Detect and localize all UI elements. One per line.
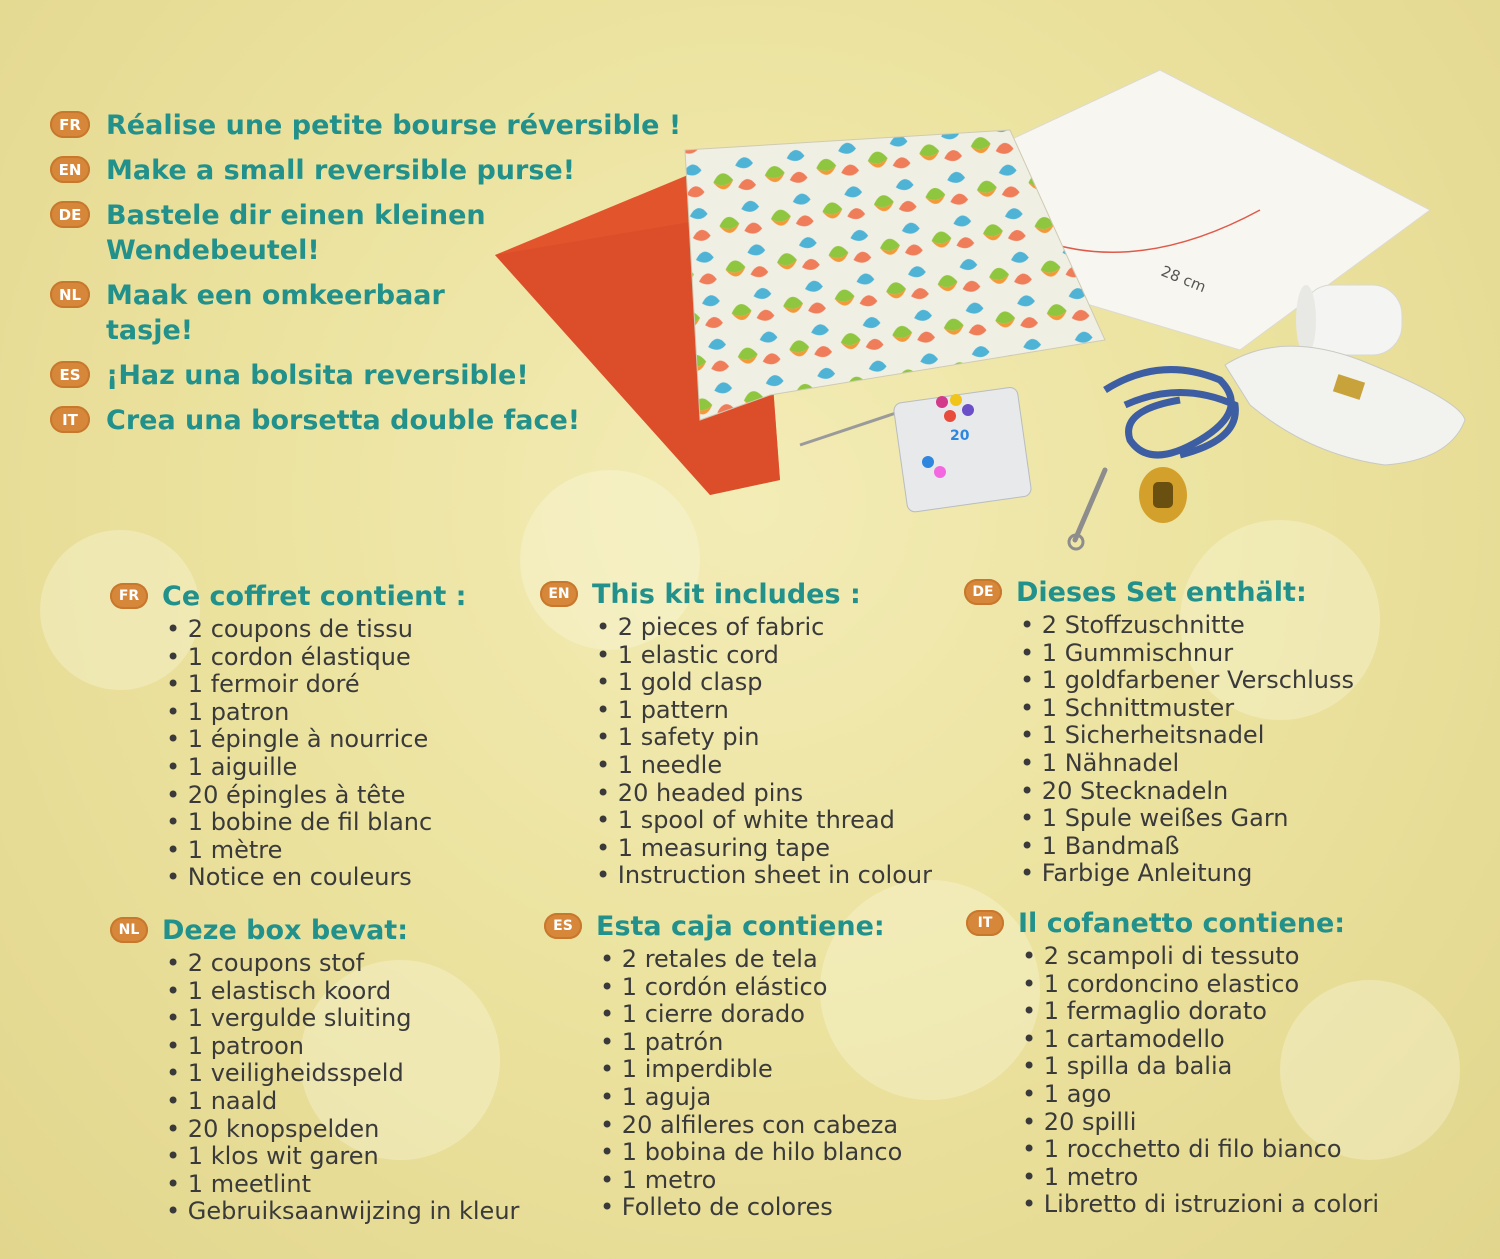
list-item: • 1 rocchetto di filo bianco (1022, 1136, 1379, 1164)
list-item: • 1 vergulde sluiting (166, 1005, 519, 1033)
thread-spool (1296, 285, 1402, 355)
list-item: • 20 épingles à tête (166, 782, 466, 810)
lang-badge: FR (50, 111, 90, 138)
list-item: • 2 Stoffzuschnitte (1020, 612, 1354, 640)
list-item: • 1 metro (600, 1167, 902, 1195)
list-item: • Gebruiksaanwijzing in kleur (166, 1198, 519, 1226)
list-de (964, 572, 1354, 888)
item-list (964, 612, 1354, 888)
list-item: • Notice en couleurs (166, 864, 466, 892)
list-heading: Deze box bevat: (162, 914, 409, 946)
list-item: • 20 spilli (1022, 1109, 1379, 1137)
list-item: • 1 épingle à nourrice (166, 726, 466, 754)
list-item: • 1 pattern (596, 697, 932, 725)
item-list (110, 950, 519, 1226)
list-item: • 1 measuring tape (596, 835, 932, 863)
list-item: • 1 patrón (600, 1029, 902, 1057)
list-item: • 1 imperdible (600, 1056, 902, 1084)
list-item: • 1 cordon élastique (166, 644, 466, 672)
list-item: • Instruction sheet in colour (596, 862, 932, 890)
list-item: • 1 spool of white thread (596, 807, 932, 835)
title-text: Maak een omkeerbaar tasje! (106, 280, 445, 346)
list-heading: Il cofanetto contiene: (1018, 907, 1346, 939)
lang-badge: ES (50, 361, 90, 388)
title-text: Crea una borsetta double face! (106, 405, 581, 436)
list-item: • 1 safety pin (596, 724, 932, 752)
title-text: Réalise une petite bourse réversible ! (106, 110, 682, 141)
list-item: • 20 alfileres con cabeza (600, 1112, 902, 1140)
list-item: • 1 cierre dorado (600, 1001, 902, 1029)
list-item: • 2 retales de tela (600, 946, 902, 974)
item-list (110, 616, 466, 892)
list-item: • Folleto de colores (600, 1194, 902, 1222)
safety-pin (1075, 470, 1105, 540)
list-item: • 1 Gummischnur (1020, 640, 1354, 668)
lang-badge: ES (544, 913, 582, 939)
list-fr (110, 576, 466, 892)
list-item: • 2 pieces of fabric (596, 614, 932, 642)
list-item: • 1 fermoir doré (166, 671, 466, 699)
title-text: Make a small reversible purse! (106, 155, 576, 186)
item-list (544, 946, 902, 1222)
list-heading: Dieses Set enthält: (1016, 576, 1307, 608)
list-item: • 1 aiguille (166, 754, 466, 782)
list-item: • 1 veiligheidsspeld (166, 1060, 519, 1088)
lang-badge: IT (50, 406, 90, 433)
list-heading: Esta caja contiene: (596, 910, 885, 942)
lang-badge: NL (50, 281, 90, 308)
list-item: • 1 elastisch koord (166, 978, 519, 1006)
list-item: • 1 needle (596, 752, 932, 780)
lang-badge: DE (50, 201, 90, 228)
list-nl (110, 910, 519, 1226)
list-item: • 1 aguja (600, 1084, 902, 1112)
list-item: • 1 patron (166, 699, 466, 727)
list-item: • 1 mètre (166, 837, 466, 865)
list-item: • 1 goldfarbener Verschluss (1020, 667, 1354, 695)
lang-badge: DE (964, 579, 1002, 605)
list-item: • 1 Schnittmuster (1020, 695, 1354, 723)
lang-badge: EN (50, 156, 90, 183)
list-item: • 1 Spule weißes Garn (1020, 805, 1354, 833)
list-item: • 1 cordoncino elastico (1022, 971, 1379, 999)
list-item: • Farbige Anleitung (1020, 860, 1354, 888)
list-item: • 1 patroon (166, 1033, 519, 1061)
item-list (966, 943, 1379, 1219)
list-item: • 20 knopspelden (166, 1116, 519, 1144)
list-item: • 1 Nähnadel (1020, 750, 1354, 778)
list-item: • 1 Bandmaß (1020, 833, 1354, 861)
elastic-cord (1105, 370, 1235, 455)
list-item: • 1 bobine de fil blanc (166, 809, 466, 837)
title-text: Bastele dir einen kleinen Wendebeutel! (106, 200, 486, 266)
lang-badge: NL (110, 917, 148, 943)
list-item: • 2 coupons stof (166, 950, 519, 978)
list-item: • 1 naald (166, 1088, 519, 1116)
title-text: ¡Haz una bolsita reversible! (106, 360, 529, 391)
list-item: • 1 klos wit garen (166, 1143, 519, 1171)
measuring-tape (1225, 346, 1465, 465)
list-item: • 2 scampoli di tessuto (1022, 943, 1379, 971)
item-list (540, 614, 932, 890)
list-item: • 1 gold clasp (596, 669, 932, 697)
list-item: • Libretto di istruzioni a colori (1022, 1191, 1379, 1219)
list-item: • 1 ago (1022, 1081, 1379, 1109)
lang-badge: FR (110, 583, 148, 609)
list-heading: This kit includes : (592, 578, 861, 610)
list-item: • 1 meetlint (166, 1171, 519, 1199)
list-it (966, 903, 1379, 1219)
list-item: • 20 headed pins (596, 780, 932, 808)
list-en (540, 574, 932, 890)
list-item: • 1 cordón elástico (600, 974, 902, 1002)
gold-clasp (1139, 467, 1187, 523)
lang-badge: EN (540, 581, 578, 607)
kit-contents-photo (480, 60, 1490, 560)
pattern-label: 28 cm (1158, 262, 1209, 297)
list-item: • 1 fermaglio dorato (1022, 998, 1379, 1026)
list-item: • 1 bobina de hilo blanco (600, 1139, 902, 1167)
list-item: • 1 cartamodello (1022, 1026, 1379, 1054)
list-item: • 1 spilla da balia (1022, 1053, 1379, 1081)
list-item: • 1 metro (1022, 1164, 1379, 1192)
list-es (544, 906, 902, 1222)
lang-badge: IT (966, 910, 1004, 936)
list-item: • 1 elastic cord (596, 642, 932, 670)
svg-text:20: 20 (950, 428, 970, 444)
pin-box (893, 386, 1032, 512)
list-item: • 20 Stecknadeln (1020, 778, 1354, 806)
list-heading: Ce coffret contient : (162, 580, 467, 612)
list-item: • 1 Sicherheitsnadel (1020, 722, 1354, 750)
list-item: • 2 coupons de tissu (166, 616, 466, 644)
